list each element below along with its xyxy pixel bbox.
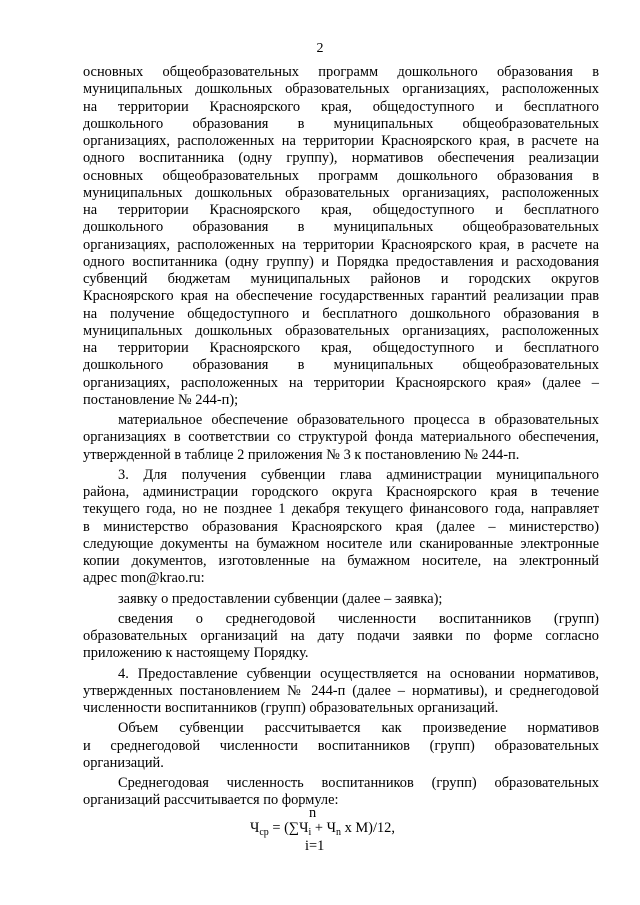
- text-line: материальное обеспечение образовательного процесса в образовательных: [118, 412, 599, 428]
- text-line: образовательных организаций на дату подачи заявки по форме согласно: [83, 628, 599, 644]
- text-line: и среднегодовой численности воспитанников (групп) образовательных: [83, 737, 599, 754]
- formula-plus: + Ч: [311, 820, 336, 836]
- text-line: дошкольного образования в муниципальных общеобразовательных: [83, 357, 599, 374]
- formula-term-subscript: i: [308, 827, 312, 838]
- text-line: организациях в соответствии со структурой фонда материального обеспечения,: [83, 429, 599, 446]
- text-line: сведения о среднегодовой численности воспитанников (групп): [118, 610, 599, 627]
- text-line: следующие документы на бумажном носителе или сканированные электронные: [83, 535, 599, 552]
- formula-lhs-subscript: ср: [259, 827, 269, 838]
- text-line: адрес mon@krao.ru:: [83, 570, 205, 587]
- text-line: дошкольного образования в муниципальных общеобразовательных: [83, 115, 599, 132]
- text-line: на получение общедоступного и бесплатного дошкольного образования в: [83, 305, 599, 322]
- text-line: утвержденной в таблице 2 приложения № 3 к постановлению № 244-п.: [83, 446, 520, 463]
- sum-lower-limit: i=1: [305, 838, 325, 854]
- text-line: Объем субвенции рассчитывается как произведение нормативов: [118, 720, 599, 737]
- text-line: субвенций бюджетам муниципальных районов и городских округов: [83, 271, 599, 287]
- text-line: численности воспитанников (групп) образовательных организаций.: [83, 700, 499, 716]
- text-line: постановление № 244-п);: [83, 391, 239, 408]
- text-line: дошкольного образования в муниципальных общеобразовательных: [83, 219, 599, 236]
- text-line: муниципальных дошкольных образовательных организациях, расположенных: [83, 81, 599, 98]
- text-line: одного воспитанника (одну группу), нормативов обеспечения реализации: [83, 150, 599, 167]
- text-line: района, администрации городского округа Красноярского края в течение: [83, 484, 599, 500]
- text-line: в министерство образования Красноярского края (далее – министерство): [83, 518, 599, 535]
- text-line: приложению к настоящему Порядку.: [83, 645, 309, 662]
- text-line: текущего года, но не позднее 1 декабря текущего финансового года, направляет: [83, 501, 599, 518]
- text-line: организациях, расположенных на территории Красноярского края, в расчете на: [83, 133, 599, 149]
- text-line: организациях, расположенных на территории Красноярского края, в расчете на: [83, 236, 599, 253]
- text-line: организаций рассчитывается по формуле:: [83, 792, 339, 809]
- formula-expression: [250, 820, 395, 838]
- text-line: на территории Красноярского края, общедоступного и бесплатного: [83, 340, 599, 356]
- sum-upper-limit: n: [309, 805, 317, 821]
- text-line: копии документов, изготовленные на бумажном носителе, на электронный: [83, 553, 599, 569]
- text-line: муниципальных дошкольных образовательных организациях, расположенных: [83, 184, 599, 201]
- document-body: [83, 64, 599, 810]
- text-line: 3. Для получения субвенции глава администрации муниципального: [118, 466, 599, 483]
- text-line: Красноярского края на обеспечение государственных гарантий реализации прав: [83, 288, 599, 305]
- text-line: основных общеобразовательных программ дошкольного образования в: [83, 167, 599, 184]
- text-line: заявку о предоставлении субвенции (далее – заявка);: [118, 590, 443, 607]
- text-line: организациях, расположенных на территории Красноярского края» (далее –: [83, 374, 599, 391]
- text-line: одного воспитанника (одну группу) и Порядка предоставления и расходования: [83, 253, 599, 270]
- page-number: 2: [316, 41, 324, 56]
- formula-n-subscript: n: [335, 827, 341, 838]
- text-line: 4. Предоставление субвенции осуществляется на основании нормативов,: [118, 665, 599, 682]
- text-line: на территории Красноярского края, общедоступного и бесплатного: [83, 202, 599, 218]
- formula-sum: = (∑Ч: [268, 820, 309, 836]
- text-line: утвержденных постановлением № 244-п (далее – нормативы), и среднегодовой: [83, 682, 599, 699]
- text-line: организаций.: [83, 754, 164, 771]
- text-line: Среднегодовая численность воспитанников (групп) образовательных: [118, 775, 599, 791]
- formula: [250, 805, 450, 865]
- formula-rest: x М)/12,: [340, 820, 395, 836]
- text-line: основных общеобразовательных программ дошкольного образования в: [83, 64, 599, 80]
- text-line: муниципальных дошкольных образовательных организациях, расположенных: [83, 322, 599, 339]
- text-line: на территории Красноярского края, общедоступного и бесплатного: [83, 98, 599, 115]
- formula-lhs: Ч: [250, 820, 260, 836]
